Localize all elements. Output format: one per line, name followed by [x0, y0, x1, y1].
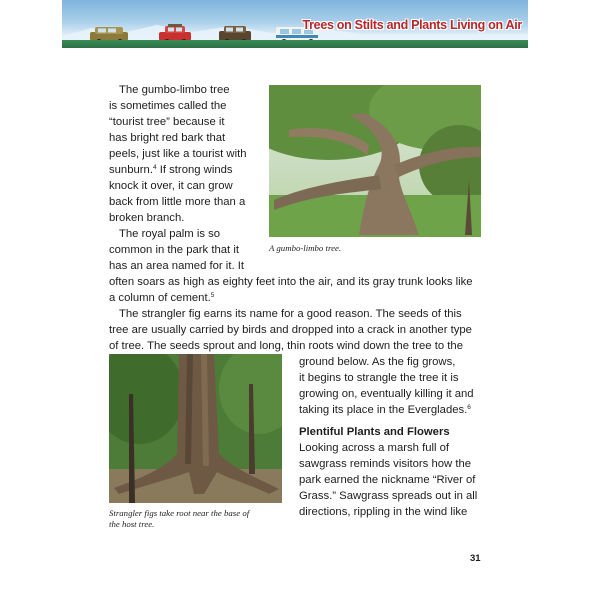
strangler-fig-tree-image — [109, 354, 282, 503]
body-text-line: The gumbo-limbo tree — [119, 84, 230, 96]
body-text-line: The strangler fig earns its name for a good reason. The seeds of this — [119, 308, 462, 320]
body-text-line: directions, rippling in the wind like — [299, 506, 468, 518]
header-banner — [62, 0, 528, 48]
strangler-fig-caption-line-2: the host tree. — [109, 519, 155, 529]
body-text-line: knock it over, it can grow — [109, 180, 233, 192]
body-text-line: park earned the nickname “River of — [299, 474, 476, 486]
body-text-line: often soars as high as eighty feet into the air, and its gray trunk looks like — [109, 276, 473, 288]
page-number: 31 — [470, 553, 481, 564]
body-text-line: sawgrass reminds visitors how the — [299, 458, 472, 470]
body-text-line: ground below. As the fig grows, — [299, 356, 456, 368]
body-text-line: it begins to strangle the tree it is — [299, 372, 459, 384]
banner-grass — [62, 40, 528, 48]
body-text-line: Grass.” Sawgrass spreads out in all — [299, 490, 478, 502]
body-text-span: If strong winds — [156, 164, 233, 176]
strangler-fig-caption-line-1: Strangler figs take root near the base of — [109, 508, 250, 518]
body-text-line: peels, just like a tourist with — [109, 148, 247, 160]
body-text-line — [299, 402, 471, 419]
body-text-line: back from little more than a — [109, 196, 246, 208]
body-text-line: The royal palm is so — [119, 228, 221, 240]
gumbo-limbo-tree-image — [269, 85, 481, 237]
body-text-line: tree are usually carried by birds and dropped into a crack in another type — [109, 324, 472, 336]
body-text-line: growing on, eventually killing it and — [299, 388, 474, 400]
footnote-marker: 6 — [467, 404, 471, 411]
body-text-span: a column of cement. — [109, 292, 211, 304]
body-text-line: broken branch. — [109, 212, 185, 224]
chapter-title: Trees on Stilts and Plants Living on Air — [302, 18, 522, 32]
body-text-span: sunburn. — [109, 164, 153, 176]
section-heading: Plentiful Plants and Flowers — [299, 426, 450, 438]
footnote-marker: 4 — [152, 164, 157, 171]
body-text-span: taking its place in the Everglades. — [299, 404, 468, 416]
body-text-line: “tourist tree” because it — [109, 116, 225, 128]
body-text-line — [109, 290, 214, 307]
gumbo-limbo-photo — [269, 85, 481, 237]
footnote-marker: 5 — [210, 292, 215, 299]
gumbo-limbo-caption: A gumbo-limbo tree. — [269, 243, 342, 253]
body-text-line: of tree. The seeds sprout and long, thin roots wind down the tree to the — [109, 340, 463, 352]
strangler-fig-photo — [109, 354, 282, 503]
body-text-line: has bright red bark that — [109, 132, 226, 144]
body-text-line: common in the park that it — [109, 244, 239, 256]
body-text-line: has an area named for it. It — [109, 260, 245, 272]
body-text-line: is sometimes called the — [109, 100, 227, 112]
body-text-line: Looking across a marsh full of — [299, 442, 450, 454]
body-text-line — [109, 162, 233, 179]
